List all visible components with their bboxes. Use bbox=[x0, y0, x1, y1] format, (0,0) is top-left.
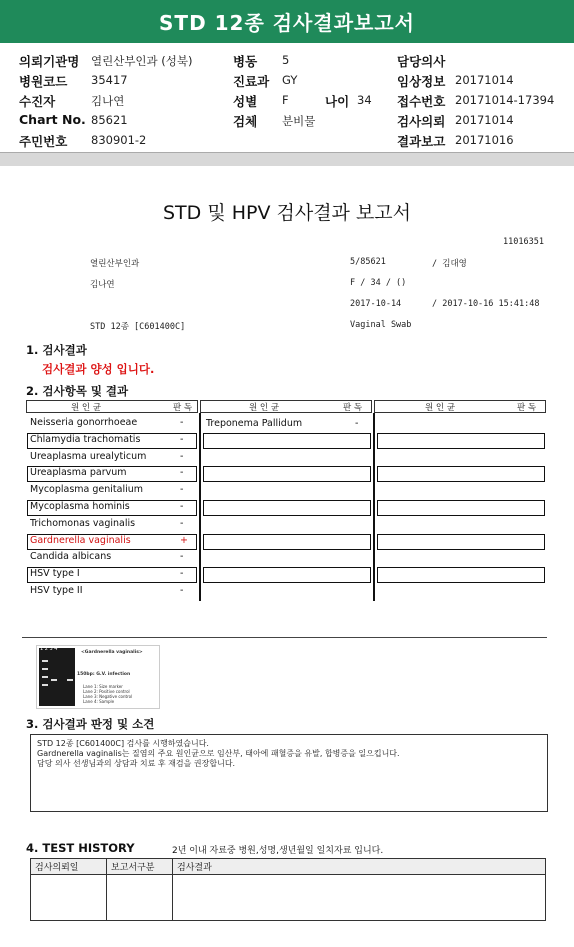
doc-ward-chart: 5/85621 bbox=[350, 257, 386, 267]
gel-legend-1: Lane 1: Size marker bbox=[83, 684, 123, 689]
col3-header bbox=[374, 400, 546, 413]
patient-info-header bbox=[0, 43, 574, 153]
doc-specimen: Vaginal Swab bbox=[350, 320, 412, 330]
label-chart-no: Chart No. bbox=[19, 112, 86, 127]
col2-header bbox=[200, 400, 372, 413]
empty-result-box bbox=[203, 567, 371, 583]
empty-result-box bbox=[203, 534, 371, 550]
pathogen-name: Mycoplasma genitalium bbox=[30, 484, 144, 496]
value-institution: 열린산부인과 (성북) bbox=[91, 54, 193, 68]
value-receipt-no: 20171014-17394 bbox=[455, 93, 555, 107]
history-col-report-type: 보고서구분 bbox=[107, 859, 173, 875]
value-chart-no: 85621 bbox=[91, 113, 128, 127]
empty-result-box bbox=[203, 433, 371, 449]
doc-id: 11016351 bbox=[503, 237, 544, 247]
label-doctor: 담당의사 bbox=[397, 54, 446, 69]
value-resident-no: 830901-2 bbox=[91, 133, 147, 147]
gel-band bbox=[42, 676, 48, 678]
pathogen-result: - bbox=[180, 484, 184, 496]
doc-test-code: STD 12종 [C601400C] bbox=[90, 322, 186, 332]
col1-pathogen-label: 원 인 균 bbox=[71, 403, 102, 413]
section-3-heading: 3. 검사결과 판정 및 소견 bbox=[26, 717, 155, 731]
col1-judge-label: 판 독 bbox=[173, 403, 193, 413]
value-hospital-code: 35417 bbox=[91, 73, 128, 87]
section-4-heading: 4. TEST HISTORY bbox=[26, 841, 135, 855]
opinion-line-1: STD 12종 [C601400C] 검사를 시행하였습니다. bbox=[37, 739, 209, 748]
col2-item-name: Treponema Pallidum bbox=[206, 418, 303, 429]
value-age: 34 bbox=[357, 93, 372, 107]
history-header-row bbox=[31, 859, 546, 875]
empty-result-box bbox=[203, 500, 371, 516]
gel-band bbox=[42, 684, 48, 686]
pathogen-name: Chlamydia trachomatis bbox=[30, 433, 141, 445]
banner-title: STD 12종 검사결과보고서 bbox=[159, 11, 415, 35]
pathogen-name: Mycoplasma hominis bbox=[30, 501, 130, 512]
history-col-request-date: 검사의뢰일 bbox=[31, 859, 107, 875]
history-empty-row bbox=[31, 875, 546, 921]
value-ward: 5 bbox=[282, 53, 290, 67]
empty-result-box bbox=[377, 567, 545, 583]
label-resident-no: 주민번호 bbox=[19, 134, 68, 149]
opinion-line-3: 담당 의사 선생님과의 상담과 치료 후 재검을 권장합니다. bbox=[37, 759, 236, 768]
pathogen-name: Gardnerella vaginalis bbox=[30, 534, 131, 546]
value-dept: GY bbox=[282, 73, 298, 87]
pathogen-name: Neisseria gonorrhoeae bbox=[30, 417, 138, 428]
label-hospital-code: 병원코드 bbox=[19, 74, 68, 89]
value-sex: F bbox=[282, 93, 289, 107]
doc-date-report: / 2017-10-16 15:41:48 bbox=[432, 299, 540, 309]
gel-band bbox=[67, 679, 73, 681]
gel-band bbox=[42, 668, 48, 670]
col3-pathogen-label: 원 인 균 bbox=[425, 403, 456, 413]
empty-result-box bbox=[377, 500, 545, 516]
col2-judge-label: 판 독 bbox=[343, 403, 363, 413]
empty-result-box bbox=[377, 466, 545, 482]
label-report: 결과보고 bbox=[397, 134, 446, 149]
empty-result-box bbox=[377, 433, 545, 449]
pathogen-result: - bbox=[180, 585, 184, 596]
gel-legend-3: Lane 3: Negative control bbox=[83, 694, 133, 699]
label-institution: 의뢰기관명 bbox=[19, 54, 80, 69]
pathogen-result: - bbox=[180, 501, 184, 512]
value-specimen: 분비물 bbox=[282, 114, 316, 128]
col-divider-1 bbox=[199, 413, 201, 601]
empty-result-box bbox=[377, 534, 545, 550]
pathogen-result: - bbox=[180, 551, 184, 563]
label-request: 검사의뢰 bbox=[397, 114, 446, 129]
report-banner bbox=[0, 0, 574, 43]
history-cell bbox=[107, 875, 173, 921]
doc-title: STD 및 HPV 검사결과 보고서 bbox=[162, 202, 412, 224]
value-patient: 김나연 bbox=[91, 94, 125, 108]
history-col-result: 검사결과 bbox=[173, 859, 546, 875]
gel-lanes bbox=[39, 648, 75, 706]
label-ward: 병동 bbox=[233, 54, 258, 69]
doc-date-request: 2017-10-14 bbox=[350, 299, 402, 309]
opinion-line-2: Gardnerella vaginalis는 질염의 주요 원인균으로 임산부, 태아에 패혈증을 유발, 합병증을 일으킵니다. bbox=[37, 749, 400, 758]
pathogen-result: - bbox=[180, 450, 184, 462]
label-age: 나이 bbox=[325, 94, 350, 109]
pathogen-name: Trichomonas vaginalis bbox=[30, 517, 136, 529]
col-divider-2 bbox=[373, 413, 375, 601]
gel-legend-2: Lane 2: Positive control bbox=[83, 689, 130, 694]
pathogen-name: Ureaplasma parvum bbox=[30, 467, 127, 479]
doc-sex-age: F / 34 / () bbox=[350, 278, 407, 288]
pathogen-result: - bbox=[180, 568, 184, 580]
label-sex: 성별 bbox=[233, 94, 258, 109]
gel-title: <Gardnerella vaginalis> bbox=[81, 650, 143, 655]
section-1-heading: 1. 검사결과 bbox=[26, 343, 87, 357]
gel-arrow-label: 150bp: G.V. infection bbox=[77, 672, 131, 677]
value-clinical-info: 20171014 bbox=[455, 73, 514, 87]
pathogen-result: + bbox=[180, 534, 188, 546]
label-clinical-info: 임상정보 bbox=[397, 74, 446, 89]
pathogen-result: - bbox=[180, 417, 184, 428]
pathogen-name: Ureaplasma urealyticum bbox=[30, 450, 147, 462]
history-table bbox=[30, 858, 546, 921]
section-2-heading: 2. 검사항목 및 결과 bbox=[26, 384, 129, 398]
doc-patient-name: 김나연 bbox=[90, 280, 115, 290]
pathogen-name: Candida albicans bbox=[30, 551, 112, 563]
gel-band bbox=[42, 660, 48, 662]
opinion-box bbox=[30, 734, 548, 812]
doc-hospital: 열린산부인과 bbox=[90, 259, 140, 269]
col2-pathogen-label: 원 인 균 bbox=[249, 403, 280, 413]
history-cell bbox=[173, 875, 546, 921]
label-specimen: 검체 bbox=[233, 114, 258, 129]
label-receipt-no: 접수번호 bbox=[397, 94, 446, 109]
col1-header bbox=[26, 400, 198, 413]
label-patient: 수진자 bbox=[19, 94, 56, 109]
pathogen-name: HSV type II bbox=[30, 585, 83, 596]
pathogen-result: - bbox=[180, 517, 184, 529]
gel-band bbox=[51, 679, 57, 681]
col3-judge-label: 판 독 bbox=[517, 403, 537, 413]
gel-electrophoresis-image bbox=[36, 645, 160, 709]
positive-result-text: 검사결과 양성 입니다. bbox=[42, 362, 155, 376]
empty-result-box bbox=[203, 466, 371, 482]
col2-item-result: - bbox=[355, 418, 359, 429]
pathogen-name: HSV type I bbox=[30, 568, 80, 580]
section-divider bbox=[22, 637, 547, 638]
header-divider bbox=[0, 152, 574, 166]
history-cell bbox=[31, 875, 107, 921]
pathogen-result: - bbox=[180, 467, 184, 479]
doc-doctor: / 김대영 bbox=[432, 259, 467, 269]
history-note: 2년 이내 자료중 병원,성명,생년월일 일치자료 입니다. bbox=[172, 846, 384, 856]
gel-legend-4: Lane 4: Sample bbox=[83, 699, 115, 704]
pathogen-result: - bbox=[180, 433, 184, 445]
label-dept: 진료과 bbox=[233, 74, 270, 89]
value-request: 20171014 bbox=[455, 113, 514, 127]
value-report: 20171016 bbox=[455, 133, 514, 147]
gel-lane-numbers: 1 2 3 4 bbox=[40, 646, 58, 652]
